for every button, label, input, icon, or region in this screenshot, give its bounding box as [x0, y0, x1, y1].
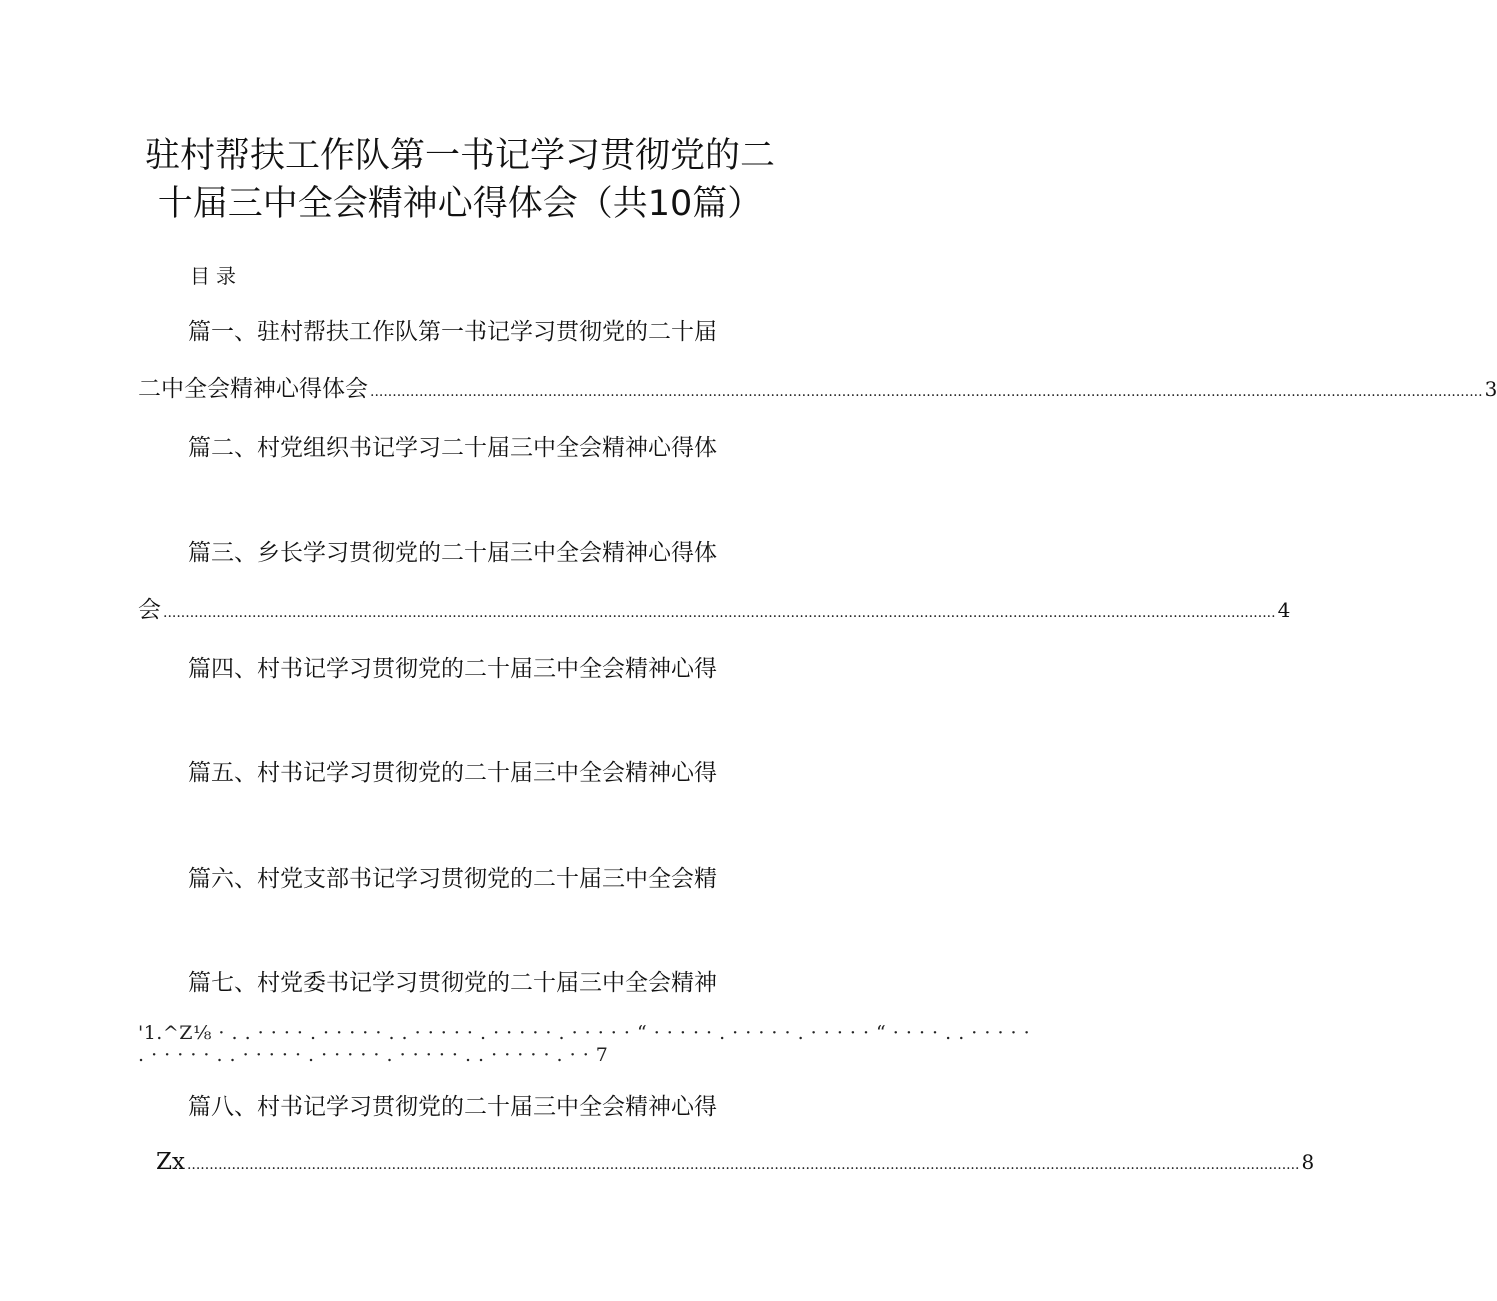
toc-entry-8-continuation[interactable]: [156, 1146, 1315, 1181]
toc-entry-1-continuation[interactable]: [138, 373, 1497, 408]
toc-entry-7-title[interactable]: 篇七、村党委书记学习贯彻党的二十届三中全会精神: [188, 970, 717, 996]
toc-entry-8-title[interactable]: 篇八、村书记学习贯彻党的二十届三中全会精神心得: [188, 1094, 717, 1120]
toc-entry-8-title-cont: Zx: [156, 1149, 185, 1175]
toc-entry-6-title[interactable]: 篇六、村党支部书记学习贯彻党的二十届三中全会精: [188, 866, 717, 892]
toc-entry-3-page: 4: [1277, 598, 1291, 622]
toc-entry-1-title[interactable]: 篇一、驻村帮扶工作队第一书记学习贯彻党的二十届: [188, 319, 717, 345]
toc-entry-1-title-cont: 二中全会精神心得体会: [138, 376, 368, 402]
dot-leader: [187, 1149, 1300, 1181]
dot-leader: [163, 597, 1276, 629]
toc-entry-2-title[interactable]: 篇二、村党组织书记学习二十届三中全会精神心得体: [188, 435, 717, 461]
toc-label: 目录: [190, 264, 242, 288]
toc-entry-3-title[interactable]: 篇三、乡长学习贯彻党的二十届三中全会精神心得体: [188, 540, 717, 566]
toc-entry-7-garbled-leader-2: . · · · · · . . · · · · · . · · · · · . · · · · · . . · · · · · . · · 7: [138, 1044, 609, 1066]
toc-entry-4-title[interactable]: 篇四、村书记学习贯彻党的二十届三中全会精神心得: [188, 656, 717, 682]
toc-entry-8-page: 8: [1301, 1150, 1315, 1174]
toc-entry-1-page: 3: [1484, 377, 1497, 401]
toc-entry-3-title-cont: 会: [138, 597, 161, 623]
toc-entry-5-title[interactable]: 篇五、村书记学习贯彻党的二十届三中全会精神心得: [188, 760, 717, 786]
document-title-line-2: 十届三中全会精神心得体会（共10篇）: [157, 184, 763, 224]
toc-entry-7-garbled-leader-1: '1.^Z⅛ · . . · · · · . · · · · · . . · · · · · . · · · · · . · · · · · “ · · · · · . · · · · · . · · · · · “ · · · · . . · · · · ·: [138, 1022, 1031, 1044]
dot-leader: [370, 376, 1483, 408]
document-title-line-1: 驻村帮扶工作队第一书记学习贯彻党的二: [144, 136, 775, 176]
toc-entry-3-continuation[interactable]: [138, 594, 1291, 629]
